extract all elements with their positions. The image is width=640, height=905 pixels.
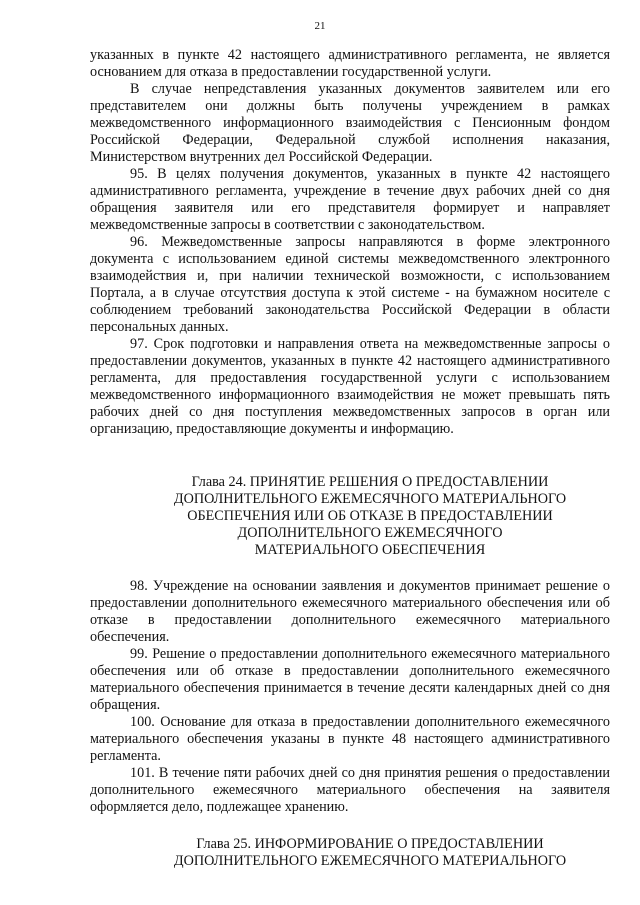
text-block-2 [90, 578, 610, 816]
page-number: 21 [314, 20, 326, 32]
heading-line: ДОПОЛНИТЕЛЬНОГО ЕЖЕМЕСЯЧНОГО МАТЕРИАЛЬНОГО [173, 853, 567, 869]
heading-line: ДОПОЛНИТЕЛЬНОГО ЕЖЕМЕСЯЧНОГО МАТЕРИАЛЬНОГО [173, 491, 567, 507]
paragraph-95: 95. В целях получения документов, указанных в пункте 42 настоящего административного регламента, учреждение в течение двух рабочих дней со дня обращения заявителя или его представителя формирует и направляет межведомственные запросы в соответствии с законодательством. [90, 166, 610, 233]
chapter-25-heading [90, 836, 610, 870]
heading-line: Глава 24. ПРИНЯТИЕ РЕШЕНИЯ О ПРЕДОСТАВЛЕНИИ [191, 474, 549, 490]
heading-line: МАТЕРИАЛЬНОГО ОБЕСПЕЧЕНИЯ [254, 542, 486, 558]
paragraph: В случае непредставления указанных документов заявителем или его представителем они должны быть получены учреждением в рамках межведомственного информационного взаимодействия с Пенсионным фондом Российской Федерации, Федеральной службой исполнения наказания, Министерством внутренних дел Российской Федерации. [90, 81, 610, 165]
heading-line: ОБЕСПЕЧЕНИЯ ИЛИ ОБ ОТКАЗЕ В ПРЕДОСТАВЛЕНИИ [187, 508, 553, 524]
paragraph-98: 98. Учреждение на основании заявления и документов принимает решение о предоставлении дополнительного ежемесячного материального обеспечения или об отказе в предоставлении дополнительного ежемесячного материального обеспечения. [90, 578, 610, 645]
text-block-1 [90, 47, 610, 438]
chapter-24-heading [90, 474, 610, 559]
heading-line: Глава 25. ИНФОРМИРОВАНИЕ О ПРЕДОСТАВЛЕНИИ [196, 836, 544, 852]
paragraph-100: 100. Основание для отказа в предоставлении дополнительного ежемесячного материального обеспечения указаны в пункте 48 настоящего административного регламента. [90, 714, 610, 764]
paragraph-96: 96. Межведомственные запросы направляются в форме электронного документа с использованием единой системы межведомственного электронного взаимодействия и, при наличии технической возможности, с использованием Портала, а в случае отсутствия доступа к этой системе - на бумажном носителе с соблюдением требований законодательства Российской Федерации в области персональных данных. [90, 234, 610, 335]
paragraph-101: 101. В течение пяти рабочих дней со дня принятия решения о предоставлении дополнительного ежемесячного материального обеспечения на заявителя оформляется дело, подлежащее хранению. [90, 765, 610, 815]
paragraph-99: 99. Решение о предоставлении дополнительного ежемесячного материального обеспечения или об отказе в предоставлении дополнительного ежемесячного материального обеспечения принимается в течение десяти календарных дней со дня обращения. [90, 646, 610, 713]
paragraph-97: 97. Срок подготовки и направления ответа на межведомственные запросы о предоставлении документов, указанных в пункте 42 настоящего административного регламента, для предоставления государственной услуги с использованием межведомственного информационного взаимодействия не может превышать пять рабочих дней со дня поступления межведомственных запросов в орган или организацию, предоставляющие документы и информацию. [90, 336, 610, 437]
paragraph-continuation: указанных в пункте 42 настоящего административного регламента, не является основанием для отказа в предоставлении государственной услуги. [90, 47, 610, 80]
heading-line: ДОПОЛНИТЕЛЬНОГО ЕЖЕМЕСЯЧНОГО [237, 525, 503, 541]
